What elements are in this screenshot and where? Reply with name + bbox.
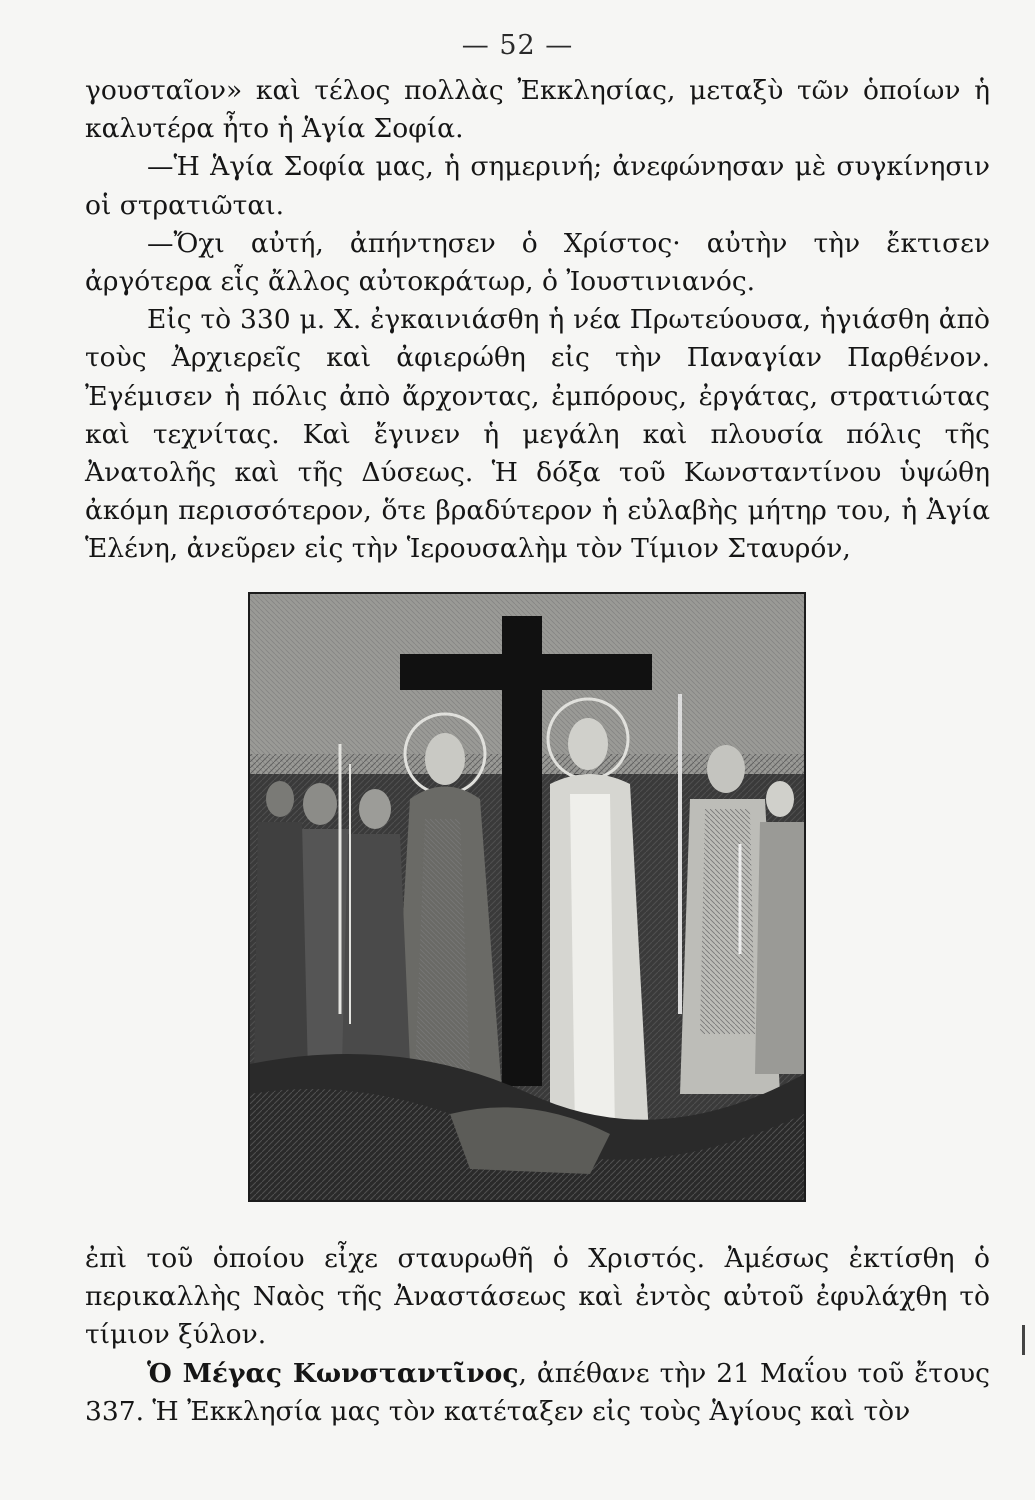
paragraph-6-rest: , ἀπέθανε τὴν 21 Μαΐου τοῦ ἔτους 337. Ἡ Ἐκκλησία μας τὸν κατέταξεν εἰς τοὺς Ἁγίους καὶ τὸν: [85, 1357, 990, 1427]
paragraph-5: ἐπὶ τοῦ ὁποίου εἶχε σταυρωθῆ ὁ Χριστός. Ἀμέσως ἐκτίσθη ὁ περικαλλὴς Ναὸς τῆς Ἀναστάσεως καὶ ἐντὸς αὐτοῦ ἐφυλάχθη τὸ τίμιον ξύλον.: [85, 1243, 990, 1351]
name-bold: Ὁ Μέγας Κωνσταντῖνος: [147, 1357, 519, 1389]
paragraph-2: —Ἡ Ἁγία Σοφία μας, ἡ σημερινή; ἀνεφώνησαν μὲ συγκίνησιν οἱ στρατιῶται.: [85, 151, 990, 221]
paragraph-6: [85, 1355, 990, 1431]
bottom-text-block: [85, 1240, 990, 1431]
paragraph-3: —Ὄχι αὐτή, ἀπήντησεν ὁ Χρίστος· αὐτὴν τὴν ἔκτισεν ἀργότερα εἷς ἄλλος αὐτοκράτωρ, ὁ Ἰουστινιανός.: [85, 227, 990, 298]
top-text-block: [85, 72, 990, 569]
paragraph-4: Εἰς τὸ 330 μ. Χ. ἐγκαινιάσθη ἡ νέα Πρωτεύουσα, ἡγιάσθη ἀπὸ τοὺς Ἀρχιερεῖς καὶ ἀφιερώθη εἰς τὴν Παναγίαν Παρθένον. Ἐγέμισεν ἡ πόλις ἀπὸ ἄρχοντας, ἐμπόρους, ἐργάτας, στρατιώτας καὶ τεχνίτας. Καὶ ἔγινεν ἡ μεγάλη καὶ πλουσία πόλις τῆς Ἀνατολῆς καὶ τῆς Δύσεως. Ἡ δόξα τοῦ Κωνσταντίνου ὑψώθη ἀκόμη περισσότερον, ὅτε βραδύτερον ἡ εὐλαβὴς μήτηρ του, ἡ Ἁγία Ἑλένη, ἀνεῦρεν εἰς τὴν Ἱερουσαλὴμ τὸν Τίμιον Σταυρόν,: [85, 304, 990, 565]
engraving-art: [250, 594, 804, 1200]
engraving-finding-of-the-cross: [248, 592, 806, 1202]
scan-mark: [1022, 1325, 1025, 1355]
page-number: — 52 —: [461, 30, 574, 61]
paragraph-1: γουσταῖον» καὶ τέλος πολλὰς Ἐκκλησίας, μεταξὺ τῶν ὁποίων ἡ καλυτέρα ἦτο ἡ Ἁγία Σοφία.: [85, 75, 990, 145]
